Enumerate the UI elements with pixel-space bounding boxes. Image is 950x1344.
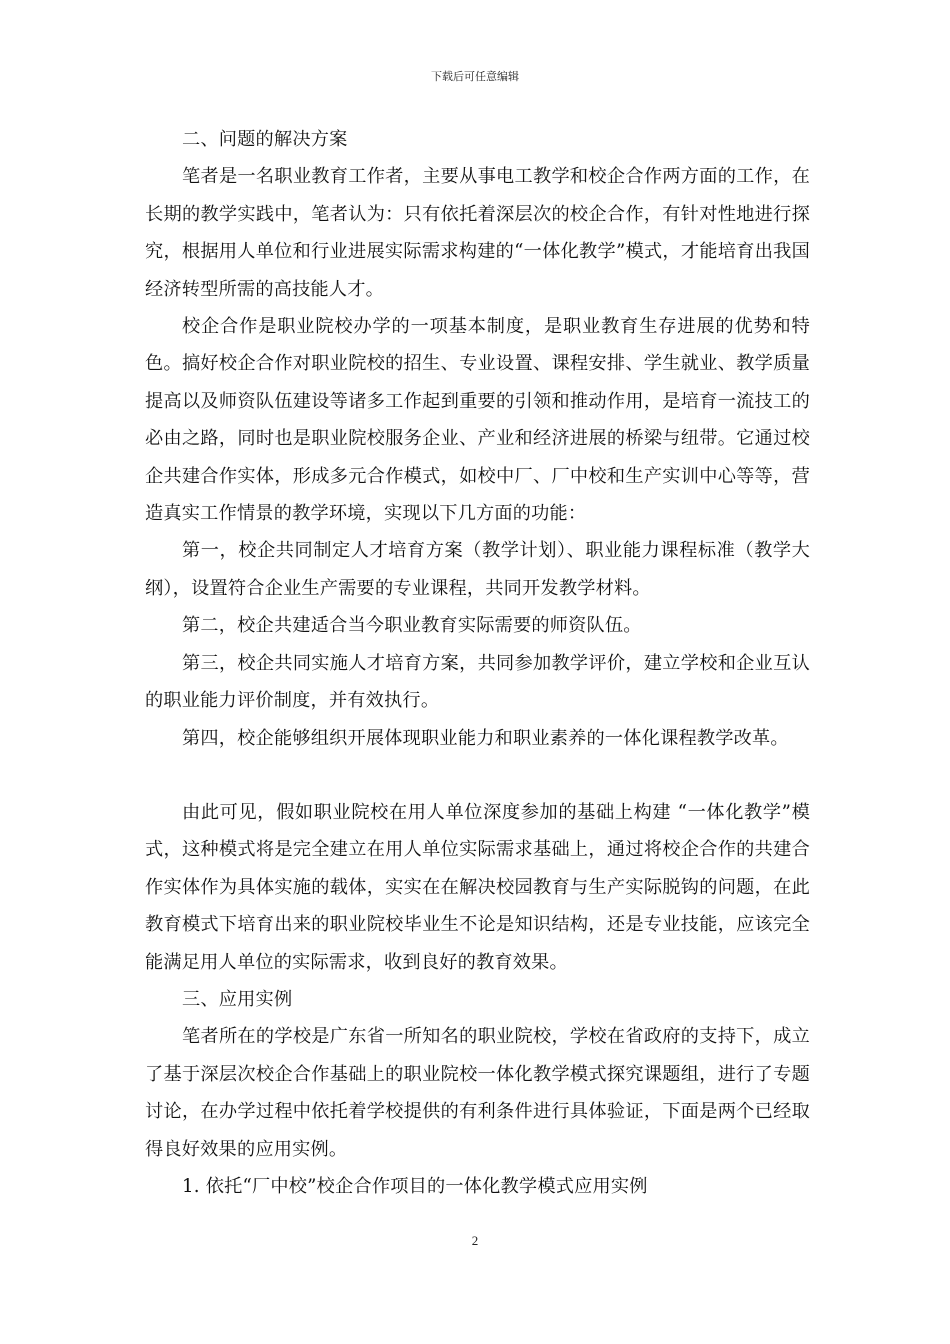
section-heading-2: 二、问题的解决方案 — [182, 129, 348, 150]
paragraph: 笔者所在的学校是广东省一所知名的职业院校，学校在省政府的支持下，成立了基于深层次校企合作基础上的职业院校一体化教学模式探究课题组，进行了专题讨论，在办学过程中依托着学校提供的有利条件进行具体验证，下面是两个已经取得良好效果的应用实例。 — [145, 1026, 810, 1160]
section-heading-3: 三、应用实例 — [182, 988, 293, 1010]
page-header: 下载后可任意编辑 — [431, 70, 519, 83]
subsection-heading: 1. 依托“厂中校”校企合作项目的一体化教学模式应用实例 — [182, 1175, 648, 1197]
list-paragraph-3: 第三，校企共同实施人才培育方案，共同参加教学评价，建立学校和企业互认的职业能力评价制度，并有效执行。 — [145, 652, 810, 712]
list-paragraph-2: 第二，校企共建适合当今职业教育实际需要的师资队伍。 — [182, 615, 642, 637]
body-text — [145, 121, 810, 1205]
list-paragraph-4: 第四，校企能够组织开展体现职业能力和职业素养的一体化课程教学改革。 — [182, 727, 789, 749]
list-paragraph-1: 第一，校企共同制定人才培育方案（教学计划）、职业能力课程标准（教学大纲），设置符合企业生产需要的专业课程，共同开发教学材料。 — [145, 540, 810, 599]
paragraph: 由此可见，假如职业院校在用人单位深度参加的基础上构建 “一体化教学”模式，这种模式将是完全建立在用人单位实际需求基础上，通过将校企合作的共建合作实体作为具体实施的载体，实实在在解决校园教育与生产实际脱钩的问题，在此教育模式下培育出来的职业院校毕业生不论是知识结构，还是专业技能，应该完全能满足用人单位的实际需求，收到良好的教育效果。 — [145, 801, 810, 973]
page-number: 2 — [471, 1233, 479, 1248]
paragraph: 校企合作是职业院校办学的一项基本制度，是职业教育生存进展的优势和特色。搞好校企合作对职业院校的招生、专业设置、课程安排、学生就业、教学质量提高以及师资队伍建设等诸多工作起到重要的引领和推动作用，是培育一流技工的必由之路，同时也是职业院校服务企业、产业和经济进展的桥梁与纽带。它通过校企共建合作实体，形成多元合作模式，如校中厂、厂中校和生产实训中心等等，营造真实工作情景的教学环境，实现以下几方面的功能： — [145, 316, 810, 525]
paragraph: 笔者是一名职业教育工作者，主要从事电工教学和校企合作两方面的工作，在长期的教学实践中，笔者认为：只有依托着深层次的校企合作，有针对性地进行探究，根据用人单位和行业进展实际需求构建的“一体化教学”模式，才能培育出我国经济转型所需的高技能人才。 — [145, 166, 810, 300]
